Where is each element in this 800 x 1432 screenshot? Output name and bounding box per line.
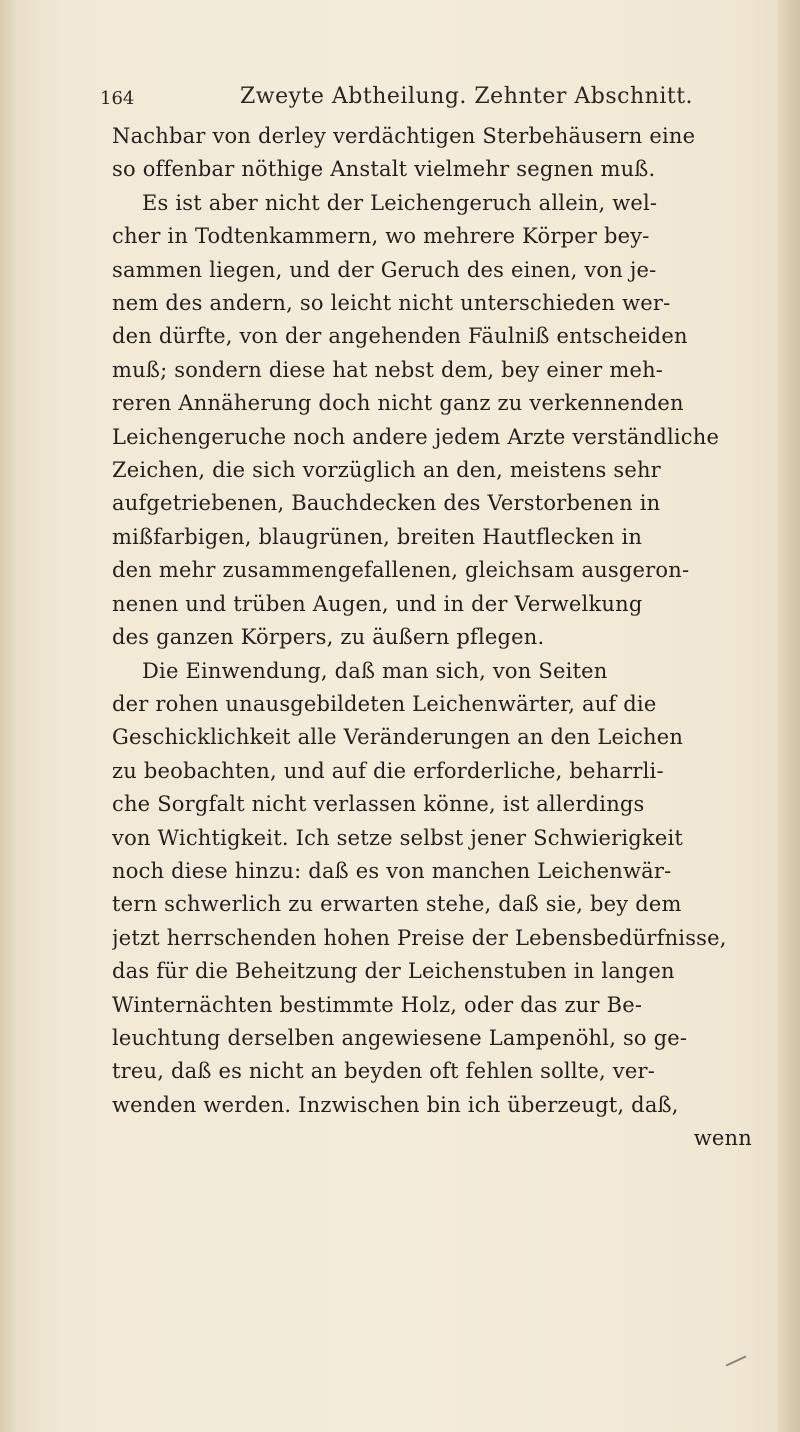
- text-line: aufgetriebenen, Bauchdecken des Verstorbenen in: [112, 491, 661, 516]
- text-line: jetzt herrschenden hohen Preise der Lebensbedürfnisse,: [112, 925, 727, 950]
- text-line: noch diese hinzu: daß es von manchen Leichenwär-: [112, 858, 672, 883]
- text-line: leuchtung derselben angewiesene Lampenöhl, so ge-: [112, 1025, 688, 1050]
- text-line: nenen und trüben Augen, und in der Verwelkung: [112, 591, 643, 616]
- running-head: Zweyte Abtheilung. Zehnter Abschnitt.: [240, 84, 694, 109]
- text-line: Winternächten bestimmte Holz, oder das zur Be-: [112, 992, 643, 1017]
- body-text: [112, 120, 762, 1156]
- text-line: wenden werden. Inzwischen bin ich überzeugt, daß,: [112, 1092, 679, 1117]
- text-line: so offenbar nöthige Anstalt vielmehr segnen muß.: [112, 157, 656, 182]
- text-line: Zeichen, die sich vorzüglich an den, meistens sehr: [112, 458, 661, 483]
- text-line: Es ist aber nicht der Leichengeruch allein, wel-: [142, 190, 658, 215]
- text-line: von Wichtigkeit. Ich setze selbst jener Schwierigkeit: [112, 825, 684, 850]
- catchword: wenn: [693, 1126, 752, 1151]
- stray-mark: [726, 1355, 747, 1366]
- text-line: mißfarbigen, blaugrünen, breiten Hautflecken in: [112, 524, 643, 549]
- text-line: Leichengeruche noch andere jedem Arzte verständliche: [112, 424, 720, 449]
- page-header: [100, 82, 720, 122]
- text-line: cher in Todtenkammern, wo mehrere Körper bey-: [112, 224, 650, 249]
- page-edge: [778, 0, 800, 1432]
- text-line: tern schwerlich zu erwarten stehe, daß sie, bey dem: [112, 892, 682, 917]
- gutter-shadow: [0, 0, 18, 1432]
- text-line: Die Einwendung, daß man sich, von Seiten: [142, 658, 608, 683]
- text-line: che Sorgfalt nicht verlassen könne, ist allerdings: [112, 792, 645, 817]
- text-line: sammen liegen, und der Geruch des einen, von je-: [112, 257, 657, 282]
- text-line: reren Annäherung doch nicht ganz zu verkennenden: [112, 391, 684, 416]
- text-line: Geschicklichkeit alle Veränderungen an den Leichen: [112, 725, 684, 750]
- page-number: 164: [100, 88, 135, 109]
- text-line: treu, daß es nicht an beyden oft fehlen sollte, ver-: [112, 1059, 655, 1084]
- text-line: muß; sondern diese hat nebst dem, bey einer meh-: [112, 357, 664, 382]
- text-line: den mehr zusammengefallenen, gleichsam ausgeron-: [112, 558, 690, 583]
- text-line: das für die Beheitzung der Leichenstuben in langen: [112, 959, 675, 984]
- text-line: den dürfte, von der angehenden Fäulniß entscheiden: [112, 324, 688, 349]
- text-line: Nachbar von derley verdächtigen Sterbehäusern eine: [112, 124, 696, 148]
- text-line: zu beobachten, und auf die erforderliche, beharrli-: [112, 758, 664, 783]
- text-line: nem des andern, so leicht nicht unterschieden wer-: [112, 291, 671, 316]
- text-line: der rohen unausgebildeten Leichenwärter, auf die: [112, 691, 657, 716]
- text-line: des ganzen Körpers, zu äußern pflegen.: [112, 625, 545, 650]
